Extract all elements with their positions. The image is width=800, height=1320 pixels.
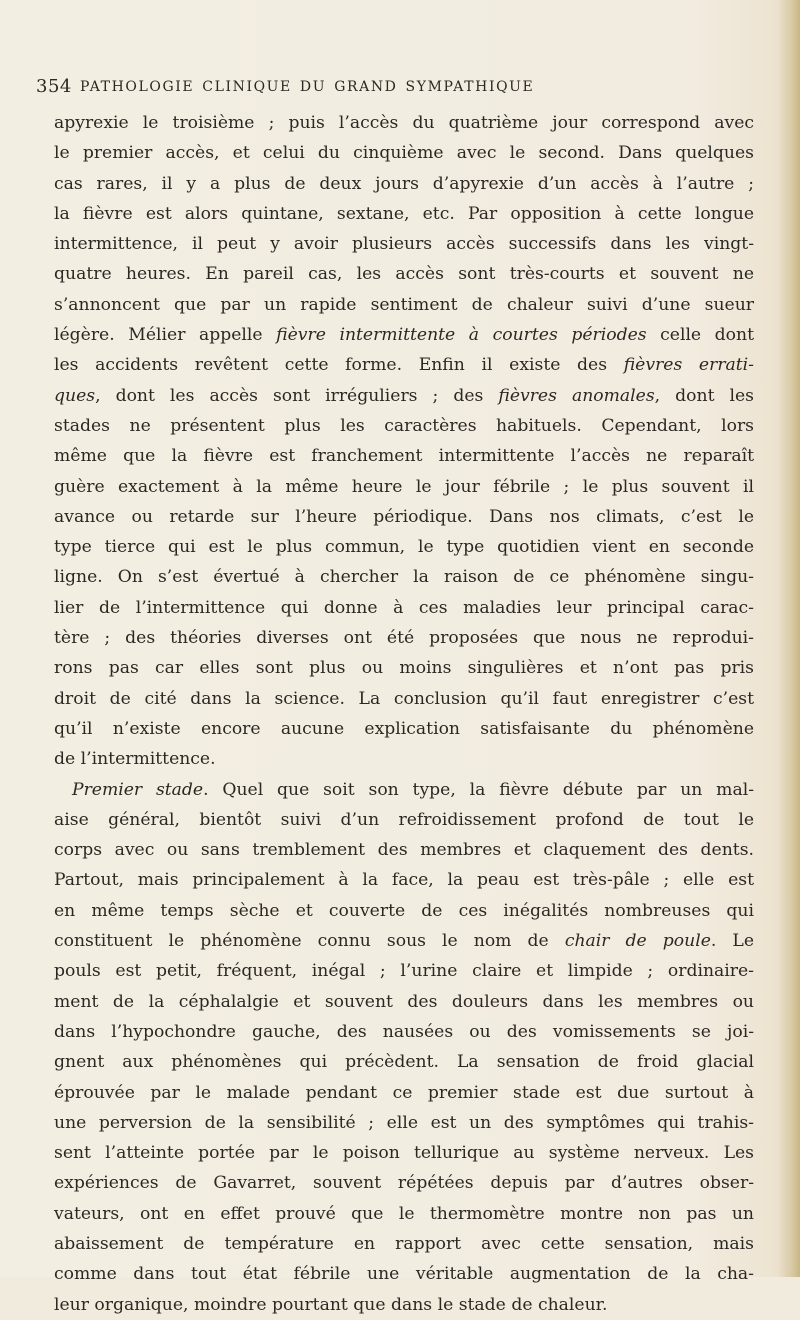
text-line (54, 653, 754, 683)
page-edge-shading (778, 0, 800, 1277)
text-line (54, 199, 754, 229)
page-number: 354 (36, 76, 72, 97)
text-line (54, 896, 754, 926)
text-span: ment de la céphalalgie et souvent des douleurs dans les membres ou (54, 991, 754, 1012)
text-line (54, 1138, 754, 1168)
text-line (54, 593, 754, 623)
text-line (54, 956, 754, 986)
text-span: tère ; des théories diverses ont été proposées que nous ne reprodui- (54, 628, 754, 649)
text-line (54, 1199, 754, 1229)
text-line (54, 987, 754, 1017)
text-span: qu’il n’existe encore aucune explication satisfaisante du phénomène (54, 718, 754, 739)
text-span: les accidents revêtent cette forme. Enfin il existe des (54, 355, 624, 376)
text-line (54, 865, 754, 895)
text-line (54, 108, 754, 138)
text-line (54, 381, 754, 411)
text-span: stades ne présentent plus les caractères habituels. Cependant, lors (54, 415, 754, 436)
text-span: pouls est petit, fréquent, inégal ; l’urine claire et limpide ; ordinaire- (54, 961, 754, 982)
text-line (54, 1078, 754, 1108)
text-span: aise général, bientôt suivi d’un refroidissement profond de tout le (54, 809, 754, 830)
text-line (54, 1168, 754, 1198)
italic-term: ques (54, 385, 96, 406)
text-span: en même temps sèche et couverte de ces inégalités nombreuses qui (54, 900, 754, 921)
text-span: guère exactement à la même heure le jour fébrile ; le plus souvent il (54, 476, 754, 497)
italic-term: Premier stade (72, 779, 204, 800)
text-line (54, 1259, 754, 1289)
text-span: vateurs, ont en effet prouvé que le thermomètre montre non pas un (54, 1203, 754, 1224)
text-line (54, 472, 754, 502)
text-span: avance ou retarde sur l’heure périodique. Dans nos climats, c’est le (54, 506, 754, 527)
text-line (54, 562, 754, 592)
text-line (54, 259, 754, 289)
text-line (54, 138, 754, 168)
text-span: lier de l’intermittence qui donne à ces maladies leur principal carac- (54, 597, 754, 618)
text-line (54, 805, 754, 835)
text-line (54, 229, 754, 259)
text-span: sent l’atteinte portée par le poison tellurique au système nerveux. Les (54, 1143, 754, 1164)
text-span: droit de cité dans la science. La conclusion qu’il faut enregistrer c’est (54, 688, 754, 709)
text-span: type tierce qui est le plus commun, le type quotidien vient en seconde (54, 537, 754, 558)
text-line (54, 502, 754, 532)
text-span: de l’intermittence. (54, 749, 216, 770)
text-line (54, 350, 754, 380)
text-line (54, 835, 754, 865)
italic-term: chair de poule (564, 931, 711, 952)
text-span: rons pas car elles sont plus ou moins singulières et n’ont pas pris (54, 658, 754, 679)
text-line (54, 320, 754, 350)
text-span: . Le (710, 931, 754, 952)
italic-term: fièvre intermittente à courtes périodes (276, 325, 647, 346)
text-span: , dont les accès sont irréguliers ; des (95, 385, 499, 406)
text-line (54, 169, 754, 199)
text-line (54, 623, 754, 653)
text-span: abaissement de température en rapport avec cette sensation, mais (54, 1233, 754, 1254)
text-line (54, 411, 754, 441)
text-line (54, 1047, 754, 1077)
text-line (54, 684, 754, 714)
italic-term: fièvres anomales (498, 385, 655, 406)
text-line (54, 926, 754, 956)
body-text (54, 108, 754, 1320)
text-line (54, 1017, 754, 1047)
text-span: intermittence, il peut y avoir plusieurs accès successifs dans les vingt- (54, 234, 754, 255)
text-span: même que la fièvre est franchement intermittente l’accès ne reparaît (54, 446, 754, 467)
text-line (54, 290, 754, 320)
text-span: la fièvre est alors quintane, sextane, etc. Par opposition à cette longue (54, 203, 754, 224)
text-span: celle dont (646, 325, 755, 346)
text-span: dans l’hypochondre gauche, des nausées ou des vomissements se joi- (54, 1021, 754, 1042)
text-span: . Quel que soit son type, la fièvre débute par un mal- (203, 779, 754, 800)
text-span: ligne. On s’est évertué à chercher la raison de ce phénomène singu- (54, 567, 754, 588)
text-span: le premier accès, et celui du cinquième avec le second. Dans quelques (54, 143, 754, 164)
text-span: gnent aux phénomènes qui précèdent. La sensation de froid glacial (54, 1052, 754, 1073)
text-line (54, 1229, 754, 1259)
text-span: leur organique, moindre pourtant que dans le stade de chaleur. (54, 1294, 608, 1315)
text-span: s’annoncent que par un rapide sentiment de chaleur suivi d’une sueur (54, 294, 754, 315)
text-line (54, 714, 754, 744)
text-line (54, 532, 754, 562)
text-span: constituent le phénomène connu sous le nom de (54, 931, 565, 952)
text-span: Partout, mais principalement à la face, la peau est très-pâle ; elle est (54, 870, 754, 891)
text-span: expériences de Gavarret, souvent répétées depuis par d’autres obser- (54, 1173, 754, 1194)
text-line (54, 1108, 754, 1138)
text-span: comme dans tout état fébrile une véritable augmentation de la cha- (54, 1264, 754, 1285)
text-line (54, 1290, 754, 1320)
text-span: légère. Mélier appelle (54, 325, 277, 346)
text-line (54, 441, 754, 471)
text-span: éprouvée par le malade pendant ce premier stade est due surtout à (54, 1082, 754, 1103)
text-span: corps avec ou sans tremblement des membres et claquement des dents. (54, 840, 754, 861)
text-span: cas rares, il y a plus de deux jours d’apyrexie d’un accès à l’autre ; (54, 173, 754, 194)
text-span: une perversion de la sensibilité ; elle est un des symptômes qui trahis- (54, 1112, 754, 1133)
italic-term: fièvres errati- (623, 355, 754, 376)
text-span: apyrexie le troisième ; puis l’accès du quatrième jour correspond avec (54, 113, 754, 133)
text-line (54, 744, 754, 774)
text-span: , dont les (654, 385, 754, 406)
running-head: PATHOLOGIE CLINIQUE DU GRAND SYMPATHIQUE (80, 79, 535, 95)
text-span: quatre heures. En pareil cas, les accès sont très-courts et souvent ne (54, 264, 754, 285)
text-line (54, 775, 754, 805)
